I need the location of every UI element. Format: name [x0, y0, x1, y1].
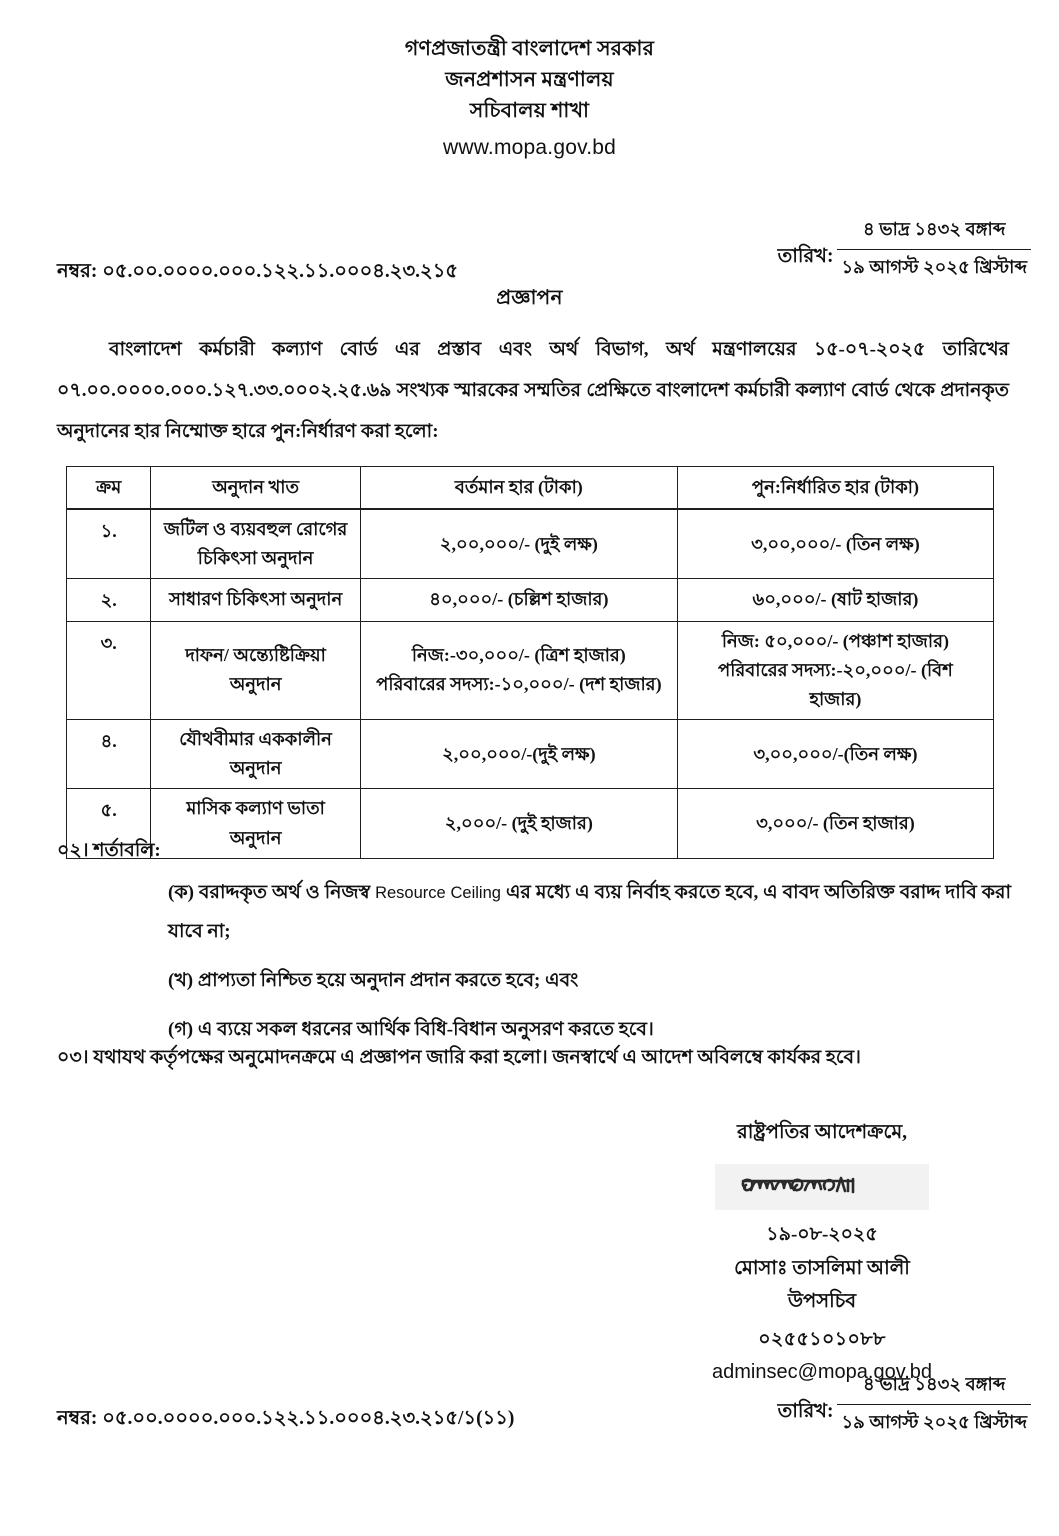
- page-title: প্রজ্ঞাপন: [496, 287, 563, 309]
- cell-revised-rate: ৩,০০,০০০/- (তিন লক্ষ): [677, 509, 993, 579]
- signatory-phone: ০২৫৫১০১০৮৮: [758, 1329, 886, 1350]
- col-header-current: বর্তমান হার (টাকা): [360, 467, 677, 510]
- cell-revised-rate: ৩,০০০/- (তিন হাজার): [677, 789, 993, 858]
- intro-paragraph: বাংলাদেশ কর্মচারী কল্যাণ বোর্ড এর প্রস্তাব এবং অর্থ বিভাগ, অর্থ মন্ত্রণালয়ের ১৫-০৭-২০২৫ তারিখের ০৭.০০.০০০০.০০০.১২৭.৩৩.০০০২.২৫.৬৯ সংখ্যক স্মারকের সম্মতির প্রেক্ষিতে বাংলাদেশ কর্মচারী কল্যাণ বোর্ড থেকে প্রদানকৃত অনুদানের হার নিম্মোক্ত হারে পুন:নির্ধারণ করা হলো:: [57, 339, 1009, 442]
- table-row: [67, 789, 994, 858]
- date-stack-bottom: [837, 1370, 1031, 1439]
- cell-category: দাফন/ অন্ত্যেষ্টিক্রিয়া অনুদান: [151, 621, 361, 719]
- signature-date: ১৯-০৮-২০২৫: [766, 1224, 878, 1245]
- website-url: www.mopa.gov.bd: [442, 136, 617, 160]
- cell-current-rate: ২,০০,০০০/- (দুই লক্ষ): [360, 509, 677, 579]
- col-header-revised: পুন:নির্ধারিত হার (টাকা): [677, 467, 993, 510]
- ministry-name: জনপ্রশাসন মন্ত্রণালয়: [445, 69, 614, 92]
- conditions-heading: ০২। শর্তাবলি:: [57, 840, 161, 861]
- grant-rate-table: [66, 466, 994, 859]
- gregorian-date-bottom: ১৯ আগস্ট ২০২৫ খ্রিস্টাব্দ: [841, 1412, 1027, 1432]
- closing-paragraph: ০৩। যথাযথ কর্তৃপক্ষের অনুমোদনক্রমে এ প্রজ্ঞাপন জারি করা হলো। জনস্বার্থে এ আদেশ অবিলম্বে কার্যকর হবে।: [57, 1047, 861, 1068]
- memo-number-bottom: নম্বর: ০৫.০০.০০০০.০০০.১২২.১১.০০০৪.২৩.২১৫/১(১১): [57, 1408, 515, 1429]
- table-row: [67, 509, 994, 579]
- cell-serial: ১.: [67, 509, 151, 579]
- cell-serial: ৪.: [67, 720, 151, 789]
- date-block-bottom: [778, 1370, 1031, 1439]
- cell-serial: ২.: [67, 579, 151, 621]
- condition-item-c: (গ) এ ব্যয়ে সকল ধরনের আর্থিক বিধি-বিধান অনুসরণ করতে হবে।: [168, 1018, 654, 1040]
- cell-category: জটিল ও ব্যয়বহুল রোগের চিকিৎসা অনুদান: [151, 509, 361, 579]
- condition-a-english-term: Resource Ceiling: [375, 884, 501, 902]
- date-label-bottom: তারিখ:: [777, 1400, 834, 1422]
- cell-serial: ৩.: [67, 621, 151, 719]
- date-label-top: তারিখ:: [777, 245, 834, 267]
- bangla-date-bottom: ৪ ভাদ্র ১৪৩২ বঙ্গাব্দ: [837, 1370, 1031, 1405]
- cell-category: সাধারণ চিকিৎসা অনুদান: [151, 579, 361, 621]
- signatory-designation: উপসচিব: [787, 1291, 857, 1312]
- memo-header-bottom: [0, 1374, 1059, 1448]
- gregorian-date-top: ১৯ আগস্ট ২০২৫ খ্রিস্টাব্দ: [841, 257, 1027, 277]
- cell-current-rate: ৪০,০০০/- (চল্লিশ হাজার): [360, 579, 677, 621]
- by-order-of-president: রাষ্ট্রপতির আদেশক্রমে,: [736, 1122, 908, 1143]
- conditions-list: [168, 874, 1011, 1054]
- govt-name: গণপ্রজাতন্ত্রী বাংলাদেশ সরকার: [404, 38, 655, 60]
- memo-header-top: [0, 215, 1059, 285]
- signatory-email: adminsec@mopa.gov.bd: [711, 1361, 933, 1383]
- cell-category: মাসিক কল্যাণ ভাতা অনুদান: [151, 789, 361, 858]
- handwritten-signature: [715, 1164, 929, 1210]
- table-row: [67, 579, 994, 621]
- rate-table-container: [66, 466, 994, 859]
- table-header-row: [67, 467, 994, 510]
- cell-current-rate: ২,০০,০০০/-(দুই লক্ষ): [360, 720, 677, 789]
- cell-revised-rate: ৩,০০,০০০/-(তিন লক্ষ): [677, 720, 993, 789]
- condition-item-b: (খ) প্রাপ্যতা নিশ্চিত হয়ে অনুদান প্রদান করতে হবে; এবং: [168, 969, 579, 991]
- table-row: [67, 621, 994, 719]
- table-row: [67, 720, 994, 789]
- cell-revised-rate: ৬০,০০০/- (ষাট হাজার): [677, 579, 993, 621]
- memo-number-top: নম্বর: ০৫.০০.০০০০.০০০.১২২.১১.০০০৪.২৩.২১৫: [57, 261, 459, 282]
- signature-block: [612, 1118, 1032, 1384]
- col-header-serial: ক্রম: [67, 467, 151, 510]
- col-header-category: অনুদান খাত: [151, 467, 361, 510]
- condition-item-a: [168, 874, 1011, 952]
- cell-revised-rate: নিজ: ৫০,০০০/- (পঞ্চাশ হাজার) পরিবারের সদস্য:-২০,০০০/- (বিশ হাজার): [677, 621, 993, 719]
- condition-a-text-1: (ক) বরাদ্দকৃত অর্থ ও নিজস্ব: [168, 882, 371, 903]
- branch-name: সচিবালয় শাখা: [469, 100, 590, 123]
- cell-category: যৌথবীমার এককালীন অনুদান: [151, 720, 361, 789]
- table-body: [67, 509, 994, 858]
- signatory-name: মোসাঃ তাসলিমা আলী: [734, 1258, 910, 1279]
- bangla-date-top: ৪ ভাদ্র ১৪৩২ বঙ্গাব্দ: [837, 215, 1031, 250]
- date-block-top: [778, 215, 1031, 284]
- table-header: [67, 467, 994, 510]
- date-stack-top: [837, 215, 1031, 284]
- cell-current-rate: ২,০০০/- (দুই হাজার): [360, 789, 677, 858]
- letterhead: [0, 34, 1059, 164]
- cell-current-rate: নিজ:-৩০,০০০/- (ত্রিশ হাজার) পরিবারের সদস্য:-১০,০০০/- (দশ হাজার): [360, 621, 677, 719]
- condition-a-text-2: এর মধ্যে এ ব্যয় নির্বাহ করতে হবে, এ বাবদ অতিরিক্ত বরাদ্দ দাবি করা যাবে না;: [168, 882, 1012, 942]
- cell-serial: ৫.: [67, 789, 151, 858]
